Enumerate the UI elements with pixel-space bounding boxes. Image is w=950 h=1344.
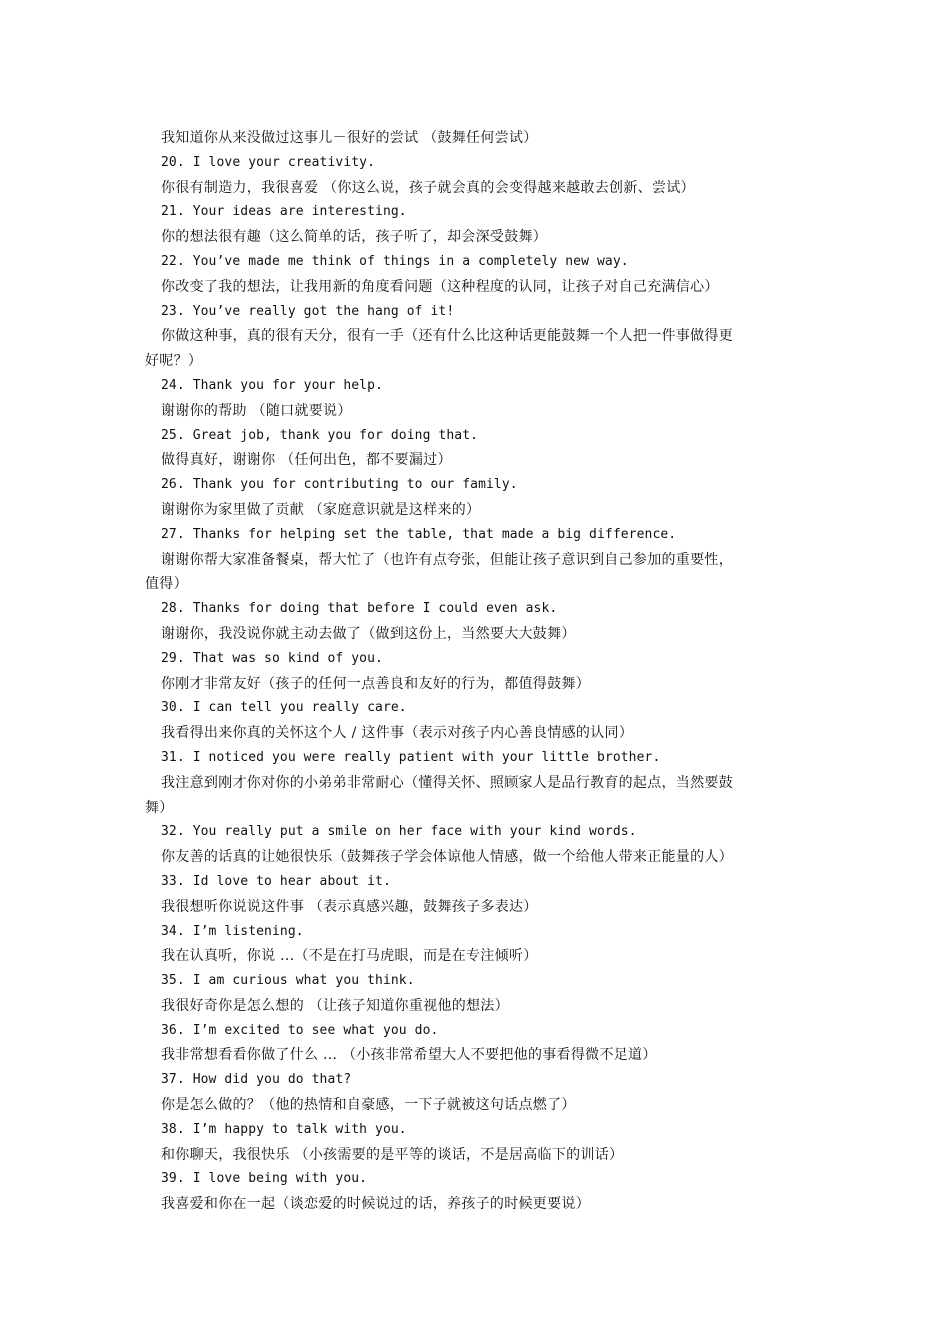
chinese-line: 我在认真听，你说 ...（不是在打马虎眼，而是在专注倾听） — [161, 948, 538, 965]
english-phrase-line: 29. That was so kind of you. — [161, 650, 383, 666]
chinese-line: 我知道你从来没做过这事儿－很好的尝试 （鼓舞任何尝试） — [161, 130, 538, 146]
chinese-line: 谢谢你，我没说你就主动去做了（做到这份上，当然要大大鼓舞） — [161, 625, 576, 642]
chinese-line-continuation: 值得） — [145, 576, 188, 593]
english-phrase-line: 37. How did you do that? — [161, 1072, 352, 1088]
chinese-line: 谢谢你帮大家准备餐桌，帮大忙了（也许有点夸张，但能让孩子意识到自己参加的重要性， — [161, 551, 733, 568]
chinese-line-continuation: 好呢？） — [145, 353, 203, 370]
chinese-line: 我很好奇你是怎么想的 （让孩子知道你重视他的想法） — [161, 997, 509, 1014]
chinese-line-continuation: 舞） — [145, 799, 174, 816]
english-phrase-line: 33. Id love to hear about it. — [161, 873, 391, 889]
chinese-line: 你友善的话真的让她很快乐（鼓舞孩子学会体谅他人情感，做一个给他人带来正能量的人） — [161, 849, 733, 866]
english-phrase-line: 31. I noticed you were really patient with your little brother. — [161, 749, 661, 765]
english-phrase-line: 24. Thank you for your help. — [161, 377, 383, 393]
english-phrase-line: 22. You’ve made me think of things in a completely new way. — [161, 253, 629, 269]
english-phrase-line: 23. You’ve really got the hang of it! — [161, 303, 455, 319]
chinese-line: 谢谢你的帮助 （随口就要说） — [161, 402, 352, 419]
chinese-line: 我很想听你说说这件事 （表示真感兴趣，鼓舞孩子多表达） — [161, 898, 538, 915]
english-phrase-line: 36. I’m excited to see what you do. — [161, 1022, 439, 1038]
english-phrase-line: 38. I’m happy to talk with you. — [161, 1121, 407, 1137]
chinese-line: 我喜爱和你在一起（谈恋爱的时候说过的话，养孩子的时候更要说） — [161, 1196, 590, 1213]
chinese-line: 你改变了我的想法，让我用新的角度看问题（这种程度的认同，让孩子对自己充满信心） — [161, 278, 719, 295]
english-phrase-line: 25. Great job, thank you for doing that. — [161, 427, 479, 443]
chinese-line: 谢谢你为家里做了贡献 （家庭意识就是这样来的） — [161, 501, 481, 518]
chinese-line: 你是怎么做的？（他的热情和自豪感，一下子就被这句话点燃了） — [161, 1097, 576, 1114]
english-phrase-line: 39. I love being with you. — [161, 1171, 368, 1187]
english-phrase-line: 26. Thank you for contributing to our family. — [161, 477, 518, 493]
english-phrase-line: 30. I can tell you really care. — [161, 700, 407, 716]
english-phrase-line: 35. I am curious what you think. — [161, 973, 415, 989]
chinese-line: 我注意到刚才你对你的小弟弟非常耐心（懂得关怀、照顾家人是品行教育的起点，当然要鼓 — [161, 774, 733, 791]
chinese-line: 你做这种事，真的很有天分，很有一手（还有什么比这种话更能鼓舞一个人把一件事做得更 — [161, 328, 733, 345]
chinese-line: 你的想法很有趣（这么简单的话，孩子听了，却会深受鼓舞） — [161, 229, 548, 246]
english-phrase-line: 20. I love your creativity. — [161, 154, 376, 170]
document-body — [145, 126, 805, 1217]
chinese-line: 你刚才非常友好（孩子的任何一点善良和友好的行为，都值得鼓舞） — [161, 675, 590, 692]
english-phrase-line: 28. Thanks for doing that before I could even ask. — [161, 601, 558, 617]
chinese-line: 和你聊天，我很快乐 （小孩需要的是平等的谈话，不是居高临下的训话） — [161, 1146, 624, 1163]
chinese-line: 我非常想看看你做了什么 ... （小孩非常希望大人不要把他的事看得微不足道） — [161, 1047, 657, 1064]
english-phrase-line: 34. I’m listening. — [161, 923, 304, 939]
chinese-line: 你很有制造力，我很喜爱 （你这么说，孩子就会真的会变得越来越敢去创新、尝试） — [161, 179, 695, 196]
english-phrase-line: 21. Your ideas are interesting. — [161, 204, 407, 220]
english-phrase-line: 27. Thanks for helping set the table, that made a big difference. — [161, 526, 677, 542]
chinese-line: 做得真好，谢谢你 （任何出色，都不要漏过） — [161, 452, 452, 469]
english-phrase-line: 32. You really put a smile on her face with your kind words. — [161, 824, 637, 840]
chinese-line: 我看得出来你真的关怀这个人 / 这件事（表示对孩子内心善良情感的认同） — [161, 725, 634, 742]
